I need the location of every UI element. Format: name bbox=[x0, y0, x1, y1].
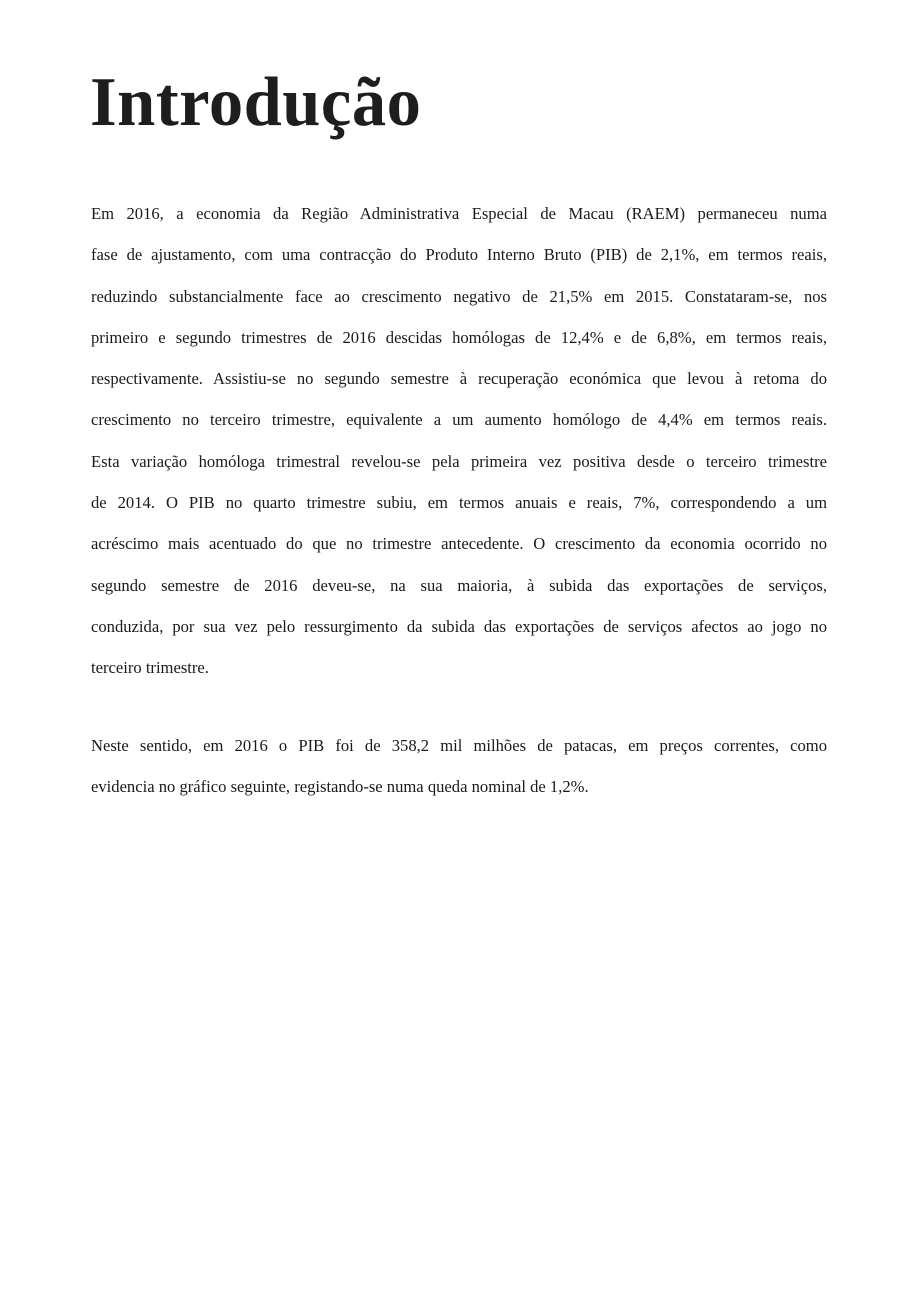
page-title: Introdução bbox=[90, 64, 422, 141]
text-line: fase de ajustamento, com uma contracção do Produto Interno Bruto (PIB) de 2,1%, em termos reais, bbox=[91, 245, 827, 265]
text-line: conduzida, por sua vez pelo ressurgimento da subida das exportações de serviços afectos ao jogo no bbox=[91, 616, 827, 636]
text-line: evidencia no gráfico seguinte, registando-se numa queda nominal de 1,2%. bbox=[91, 777, 589, 797]
text-line: Em 2016, a economia da Região Administrativa Especial de Macau (RAEM) permaneceu numa bbox=[91, 204, 827, 223]
text-line: respectivamente. Assistiu-se no segundo semestre à recuperação económica que levou à retoma do bbox=[91, 369, 827, 389]
text-line: Neste sentido, em 2016 o PIB foi de 358,2 mil milhões de patacas, em preços correntes, como bbox=[91, 736, 827, 755]
text-line: Esta variação homóloga trimestral revelou-se pela primeira vez positiva desde o terceiro trimestre bbox=[91, 451, 827, 471]
paragraph-gdp bbox=[91, 725, 827, 808]
text-line: terceiro trimestre. bbox=[91, 658, 209, 678]
text-line: acréscimo mais acentuado do que no trimestre antecedente. O crescimento da economia ocorrido no bbox=[91, 534, 827, 554]
text-line: primeiro e segundo trimestres de 2016 descidas homólogas de 12,4% e de 6,8%, em termos reais, bbox=[91, 327, 827, 347]
text-line: de 2014. O PIB no quarto trimestre subiu, em termos anuais e reais, 7%, correspondendo a um bbox=[91, 493, 827, 513]
paragraph-intro bbox=[91, 193, 827, 689]
text-line: crescimento no terceiro trimestre, equivalente a um aumento homólogo de 4,4% em termos reais. bbox=[91, 410, 827, 430]
text-line: reduzindo substancialmente face ao crescimento negativo de 21,5% em 2015. Constataram-se, nos bbox=[91, 286, 827, 306]
text-line: segundo semestre de 2016 deveu-se, na sua maioria, à subida das exportações de serviços, bbox=[91, 575, 827, 595]
